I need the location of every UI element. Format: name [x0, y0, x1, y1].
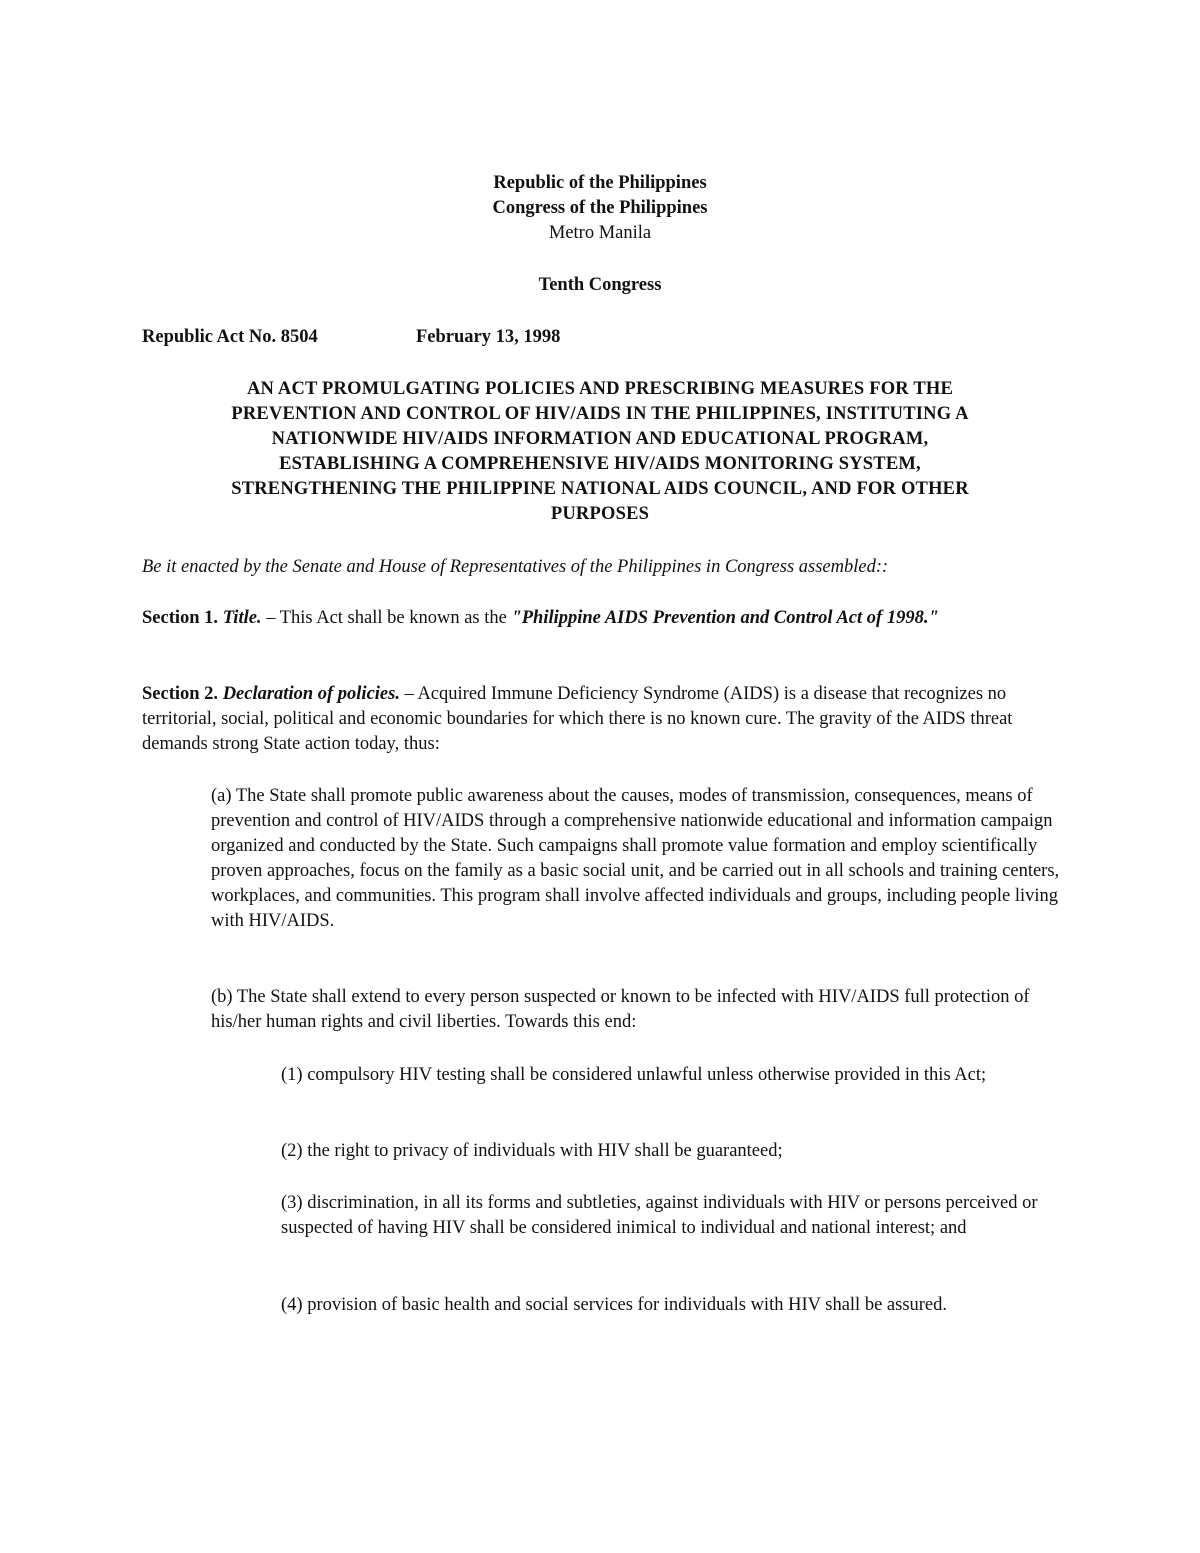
header-republic: Republic of the Philippines [493, 173, 707, 193]
act-title-line: STRENGTHENING THE PHILIPPINE NATIONAL AIDS COUNCIL, AND FOR OTHER [231, 479, 969, 499]
act-title-line: PREVENTION AND CONTROL OF HIV/AIDS IN THE PHILIPPINES, INSTITUTING A [231, 404, 969, 424]
section-2-text: – Acquired Immune Deficiency Syndrome (AIDS) is a disease that recognizes no territorial, social, political and economic boundaries for which there is no known cure. The gravity of the AIDS threat demands strong State action today, thus: [142, 684, 1013, 754]
section-1-number: Section 1. [142, 608, 219, 628]
act-title [150, 377, 1050, 527]
section-2-heading: Declaration of policies. [222, 684, 400, 704]
act-title-line: PURPOSES [550, 504, 650, 524]
section-1-text: – This Act shall be known as the [261, 608, 512, 628]
act-number: Republic Act No. 8504 [142, 327, 318, 347]
section-2-item-2: (2) the right to privacy of individuals with HIV shall be guaranteed; [281, 1141, 783, 1161]
section-1 [142, 606, 1022, 631]
section-2-paragraph-b: (b) The State shall extend to every person suspected or known to be infected with HIV/AIDS full protection of his/her human rights and civil liberties. Towards this end: [211, 987, 1030, 1032]
act-title-line: ESTABLISHING A COMPREHENSIVE HIV/AIDS MONITORING SYSTEM, [279, 454, 921, 474]
act-title-line: NATIONWIDE HIV/AIDS INFORMATION AND EDUCATIONAL PROGRAM, [271, 429, 929, 449]
header-congress: Congress of the Philippines [492, 198, 708, 218]
section-2-item-3: (3) discrimination, in all its forms and subtleties, against individuals with HIV or persons perceived or suspected of having HIV shall be considered inimical to individual and national interest; and [281, 1193, 1038, 1238]
section-2-number: Section 2. [142, 684, 219, 704]
section-2-paragraph-a: (a) The State shall promote public awareness about the causes, modes of transmission, consequences, means of prevention and control of HIV/AIDS through a comprehensive nationwide educational and information campaign organized and conducted by the State. Such campaigns shall promote value formation and employ scientifically proven approaches, focus on the family as a basic social unit, and be carried out in all schools and training centers, workplaces, and communities. This program shall involve affected individuals and groups, including people living with HIV/AIDS. [211, 786, 1060, 931]
section-2-item-1: (1) compulsory HIV testing shall be considered unlawful unless otherwise provided in this Act; [281, 1065, 987, 1085]
section-2-item-4: (4) provision of basic health and social services for individuals with HIV shall be assured. [281, 1295, 948, 1315]
section-1-act-name: "Philippine AIDS Prevention and Control Act of 1998." [511, 608, 939, 628]
section-1-heading: Title. [222, 608, 262, 628]
congress-session: Tenth Congress [538, 275, 662, 295]
enacting-clause: Be it enacted by the Senate and House of Representatives of the Philippines in Congress assembled:: [142, 557, 889, 577]
section-2 [142, 682, 1062, 757]
act-date: February 13, 1998 [416, 327, 561, 347]
header-location: Metro Manila [548, 223, 652, 243]
act-title-line: AN ACT PROMULGATING POLICIES AND PRESCRIBING MEASURES FOR THE [246, 379, 954, 399]
